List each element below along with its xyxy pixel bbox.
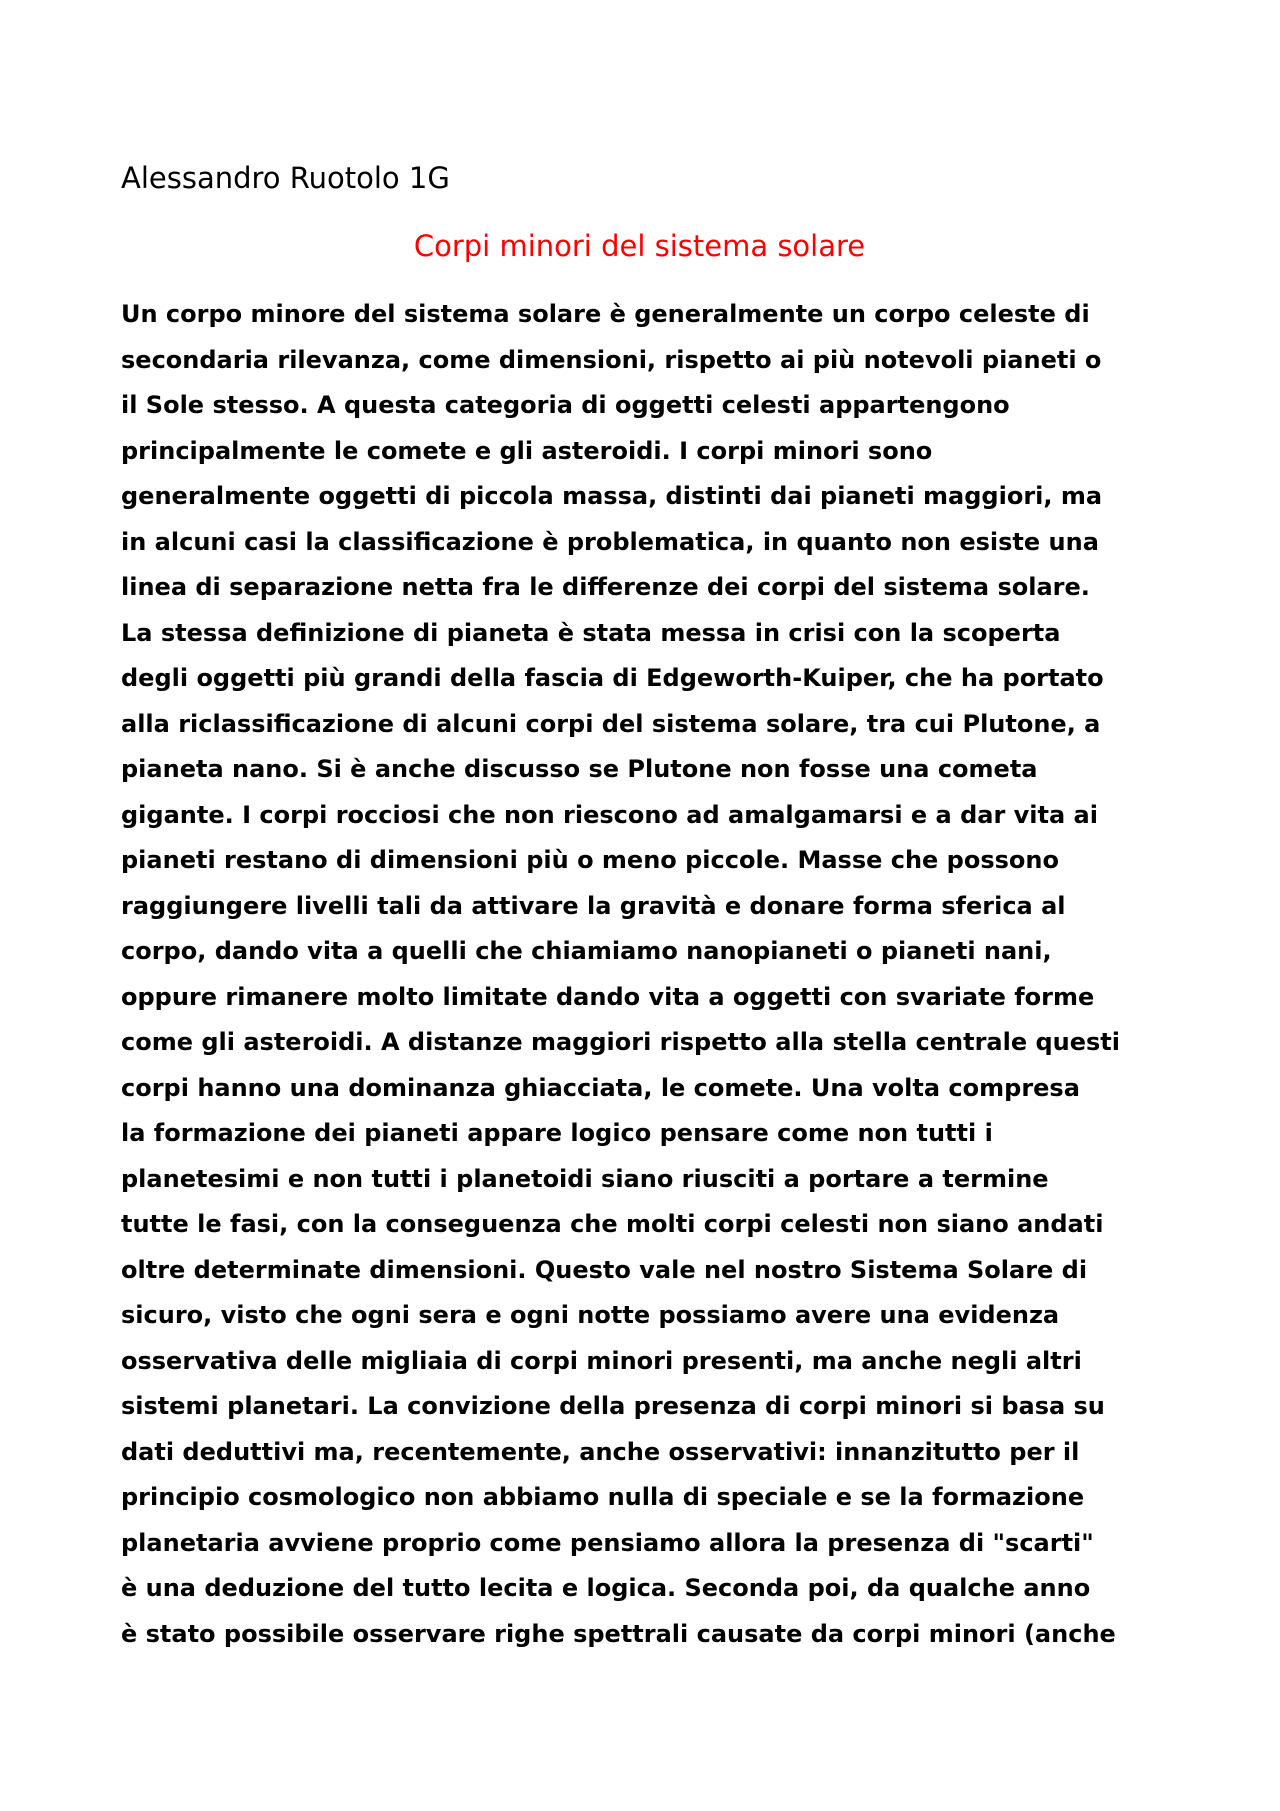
author-line: Alessandro Ruotolo 1G — [121, 161, 450, 195]
body-line: oltre determinate dimensioni. Questo vale nel nostro Sistema Solare di — [121, 1255, 1088, 1284]
body-line: sicuro, visto che ogni sera e ogni notte possiamo avere una evidenza — [121, 1301, 1060, 1329]
body-line: degli oggetti più grandi della fascia di Edgeworth-Kuiper, che ha portato — [121, 664, 1104, 692]
body-line: oppure rimanere molto limitate dando vita a oggetti con svariate forme — [121, 982, 1095, 1011]
body-line: Un corpo minore del sistema solare è generalmente un corpo celeste di — [121, 300, 1090, 328]
body-paragraph — [121, 292, 1120, 1657]
body-line: planetesimi e non tutti i planetoidi siano riusciti a portare a termine — [121, 1164, 1049, 1193]
body-line: la formazione dei pianeti appare logico pensare come non tutti i — [121, 1119, 993, 1147]
body-line: linea di separazione netta fra le differenze dei corpi del sistema solare. — [121, 573, 1090, 601]
body-line: sistemi planetari. La convizione della presenza di corpi minori si basa su — [121, 1392, 1105, 1420]
body-line: corpo, dando vita a quelli che chiamiamo nanopianeti o pianeti nani, — [121, 937, 1052, 965]
body-line: è stato possibile osservare righe spettrali causate da corpi minori (anche — [121, 1619, 1116, 1648]
body-line: come gli asteroidi. A distanze maggiori rispetto alla stella centrale questi — [121, 1028, 1120, 1056]
body-line: dati deduttivi ma, recentemente, anche osservativi: innanzitutto per il — [121, 1437, 1080, 1466]
body-line: pianeta nano. Si è anche discusso se Plutone non fosse una cometa — [121, 755, 1038, 783]
body-line: raggiungere livelli tali da attivare la gravità e donare forma sferica al — [121, 891, 1066, 920]
body-line: tutte le fasi, con la conseguenza che molti corpi celesti non siano andati — [121, 1210, 1104, 1238]
body-line: secondaria rilevanza, come dimensioni, rispetto ai più notevoli pianeti o — [121, 345, 1102, 374]
body-line: corpi hanno una dominanza ghiacciata, le comete. Una volta compresa — [121, 1073, 1080, 1102]
body-line: il Sole stesso. A questa categoria di oggetti celesti appartengono — [121, 391, 1010, 419]
body-line: in alcuni casi la classificazione è problematica, in quanto non esiste una — [121, 527, 1099, 556]
body-line: gigante. I corpi rocciosi che non riescono ad amalgamarsi e a dar vita ai — [121, 800, 1098, 829]
body-line: alla riclassificazione di alcuni corpi del sistema solare, tra cui Plutone, a — [121, 709, 1101, 738]
document-title: Corpi minori del sistema solare — [413, 229, 866, 263]
body-line: planetaria avviene proprio come pensiamo allora la presenza di "scarti" — [121, 1528, 1094, 1557]
body-line: osservativa delle migliaia di corpi minori presenti, ma anche negli altri — [121, 1346, 1082, 1375]
body-line: principalmente le comete e gli asteroidi. I corpi minori sono — [121, 436, 933, 465]
body-line: è una deduzione del tutto lecita e logica. Seconda poi, da qualche anno — [121, 1574, 1091, 1602]
body-line: generalmente oggetti di piccola massa, distinti dai pianeti maggiori, ma — [121, 482, 1103, 510]
body-line: La stessa definizione di pianeta è stata messa in crisi con la scoperta — [121, 618, 1061, 647]
body-line: principio cosmologico non abbiamo nulla di speciale e se la formazione — [121, 1483, 1085, 1511]
body-line: pianeti restano di dimensioni più o meno piccole. Masse che possono — [121, 846, 1059, 874]
